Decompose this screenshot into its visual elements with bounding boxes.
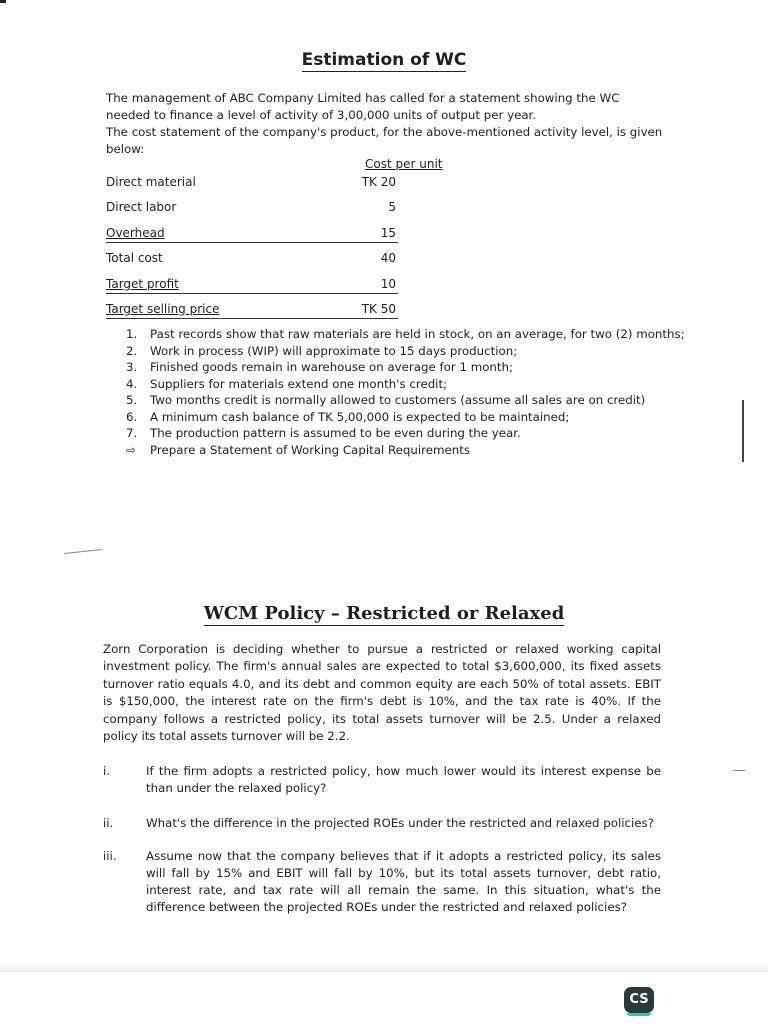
cost-statement-intro: The cost statement of the company's product, for the above-mentioned activity level, is given below: <box>106 125 663 156</box>
list-item <box>126 425 686 442</box>
cost-row-direct-material <box>106 175 398 191</box>
cost-value: 10 <box>380 277 396 291</box>
scan-edge-line <box>742 400 744 462</box>
list-number: 4. <box>126 376 138 391</box>
list-item <box>126 343 686 360</box>
question-text: What's the difference in the projected ROEs under the restricted and relaxed policies? <box>146 816 654 830</box>
scan-speck <box>733 770 745 771</box>
camscanner-logo: CS <box>624 987 654 1013</box>
question-number: ii. <box>103 816 114 830</box>
cost-label: Target selling price <box>106 302 220 316</box>
list-item <box>126 376 686 393</box>
intro-paragraph: The management of ABC Company Limited has called for a statement showing the WC needed to finance a level of activity of 3,00,000 units of output per year. <box>106 91 620 122</box>
list-text: Finished goods remain in warehouse on average for 1 month; <box>150 360 513 374</box>
cost-value: 15 <box>380 226 396 240</box>
scan-corner-mark <box>0 0 6 3</box>
list-item <box>126 326 686 343</box>
question-text: Assume now that the company believes that if it adopts a restricted policy, its sales will fall by 15% and EBIT will fall by 10%, but its total assets turnover, debt ratio, interest rate, and tax rate will all remain the same. In this situation, what's the difference between the projected ROEs under the restricted and relaxed policies? <box>146 849 661 914</box>
list-item-task <box>126 442 686 459</box>
cost-value: TK 20 <box>361 175 396 189</box>
list-number: 5. <box>126 393 138 407</box>
section-title-wcm-policy: WCM Policy – Restricted or Relaxed <box>203 603 565 624</box>
list-text: Past records show that raw materials are held in stock, on an average, for two (2) months; <box>150 327 685 341</box>
list-item <box>126 409 686 426</box>
list-text: A minimum cash balance of TK 5,00,000 is expected to be maintained; <box>150 409 570 424</box>
list-text: Suppliers for materials extend one month's credit; <box>150 376 448 391</box>
list-number: 7. <box>126 426 138 440</box>
scan-speck <box>64 549 102 554</box>
list-number: 6. <box>126 409 138 424</box>
cost-row-direct-labor <box>106 200 398 216</box>
cost-label: Direct material <box>106 175 196 189</box>
zorn-case-paragraph: Zorn Corporation is deciding whether to pursue a restricted or relaxed working capital investment policy. The firm's annual sales are expected to total $3,600,000, its fixed assets turnover ratio equals 4.0, and its debt and common equity are each 50% of total assets. EBIT is $150,000, the interest rate on the firm's debt is 10%, and the tax rate is 40%. If the company follows a restricted policy, its total assets turnover will be 2.5. Under a relaxed policy its total assets turnover will be 2.2. <box>103 642 661 744</box>
assumptions-list <box>126 326 686 458</box>
list-text: The production pattern is assumed to be even during the year. <box>150 426 521 440</box>
question-number: iii. <box>103 849 117 863</box>
cost-label: Direct labor <box>106 200 177 214</box>
cost-label: Target profit <box>106 277 179 291</box>
question-text: If the firm adopts a restricted policy, how much lower would its interest expense be than under the relaxed policy? <box>146 764 661 795</box>
page-bottom-shadow <box>0 962 768 972</box>
cost-value: TK 50 <box>361 302 396 316</box>
list-number: 2. <box>126 343 138 358</box>
cost-row-target-selling-price <box>106 302 398 319</box>
list-number: 1. <box>126 327 138 341</box>
cost-row-target-profit <box>106 277 398 294</box>
list-text: Two months credit is normally allowed to customers (assume all sales are on credit) <box>150 393 646 407</box>
cost-row-total-cost <box>106 251 398 267</box>
section-title-estimation-wc: Estimation of WC <box>301 50 467 70</box>
cost-label: Total cost <box>106 251 163 265</box>
cost-row-overhead <box>106 226 398 243</box>
arrow-icon: ⇨ <box>126 442 136 457</box>
cost-value: 5 <box>388 200 396 214</box>
list-text: Work in process (WIP) will approximate to 15 days production; <box>150 343 518 358</box>
cost-value: 40 <box>380 251 396 265</box>
list-text: Prepare a Statement of Working Capital Requirements <box>150 442 470 457</box>
question-number: i. <box>103 764 111 778</box>
list-item <box>126 359 686 376</box>
cost-per-unit-header: Cost per unit <box>365 157 443 171</box>
list-number: 3. <box>126 360 138 374</box>
list-item <box>126 392 686 409</box>
cost-label: Overhead <box>106 226 165 240</box>
